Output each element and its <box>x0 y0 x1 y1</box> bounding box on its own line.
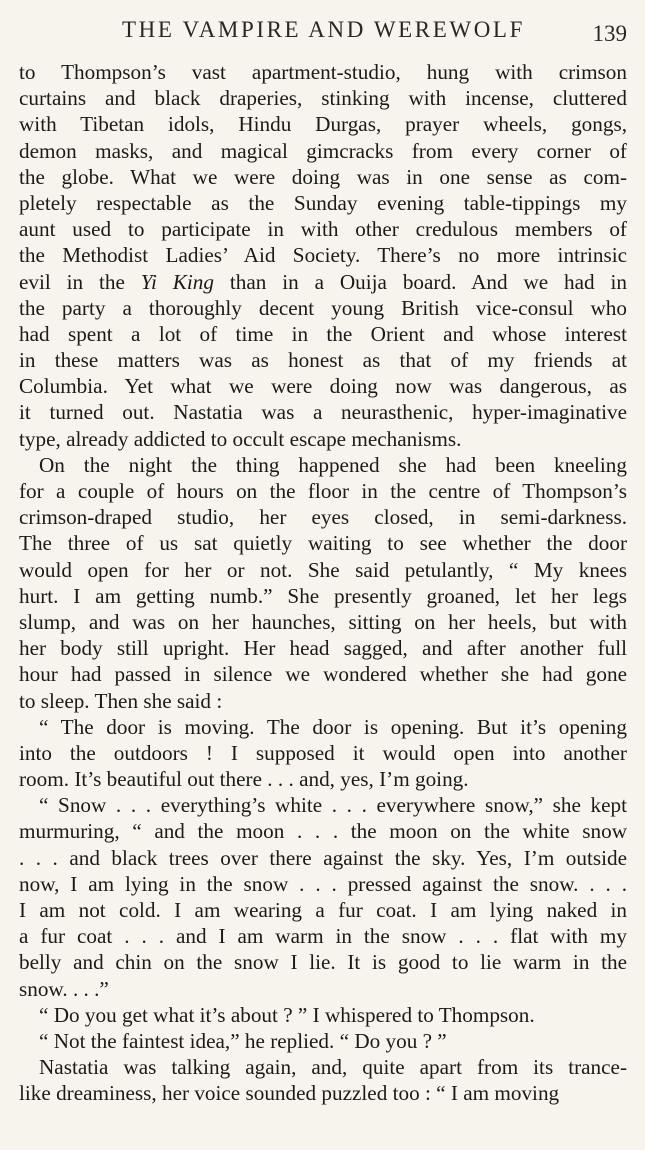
text-line <box>19 373 627 399</box>
text-line <box>19 452 627 478</box>
text-line <box>19 714 627 740</box>
text-segment: pletely respectable as the Sunday evening table-tippings my <box>19 190 627 215</box>
text-line <box>19 295 627 321</box>
text-segment: now, I am lying in the snow . . . pressed against the snow. . . . <box>19 871 627 896</box>
text-line <box>19 1002 627 1028</box>
text-segment: Nastatia was talking again, and, quite apart from its trance- <box>39 1055 627 1080</box>
text-line <box>19 111 627 137</box>
text-line <box>19 635 627 661</box>
text-line <box>19 897 627 923</box>
paragraph <box>19 1028 627 1054</box>
text-segment: crimson-draped studio, her eyes closed, in semi-darkness. <box>19 505 627 530</box>
paragraph <box>19 1054 627 1106</box>
text-line <box>19 347 627 373</box>
text-segment: The three of us sat quietly waiting to see whether the door <box>19 531 627 556</box>
text-segment: into the outdoors ! I supposed it would open into another <box>19 740 627 765</box>
text-segment: with Tibetan idols, Hindu Durgas, prayer wheels, gongs, <box>19 112 627 137</box>
text-segment: evil in the <box>19 269 141 294</box>
text-line <box>19 557 627 583</box>
text-line <box>19 661 627 687</box>
text-segment: like dreaminess, her voice sounded puzzled too : “ I am moving <box>19 1081 560 1106</box>
text-line <box>19 871 627 897</box>
italic-title: Yi King <box>140 269 214 294</box>
text-segment: room. It’s beautiful out there . . . and, yes, I’m going. <box>19 767 469 792</box>
text-segment: snow. . . .” <box>19 976 109 1001</box>
text-line <box>19 845 627 871</box>
page-number: 139 <box>592 21 627 46</box>
text-segment: aunt used to participate in with other credulous members of <box>19 217 627 242</box>
text-line <box>19 766 627 792</box>
paragraph <box>19 792 627 1002</box>
text-segment: her body still upright. Her head sagged, and after another full <box>19 636 627 661</box>
text-line <box>19 426 627 452</box>
text-segment: the globe. What we were doing was in one sense as com- <box>19 164 627 189</box>
text-line <box>19 1028 627 1054</box>
text-segment: in these matters was as honest as that of my friends at <box>19 348 627 373</box>
text-segment: slump, and was on her haunches, sitting on her heels, but with <box>19 609 627 634</box>
text-line <box>19 792 627 818</box>
text-line <box>19 321 627 347</box>
text-line <box>19 504 627 530</box>
text-segment: the Methodist Ladies’ Aid Society. There’s no more intrinsic <box>19 243 627 268</box>
text-segment: to sleep. Then she said : <box>19 688 223 713</box>
text-line <box>19 609 627 635</box>
text-line <box>19 740 627 766</box>
text-line <box>19 1054 627 1080</box>
text-segment: type, already addicted to occult escape mechanisms. <box>19 426 462 451</box>
text-line <box>19 59 627 85</box>
text-line <box>19 1080 627 1106</box>
text-line <box>19 478 627 504</box>
paragraph <box>19 59 627 452</box>
text-segment: the party a thoroughly decent young British vice-consul who <box>19 295 627 320</box>
text-line <box>19 85 627 111</box>
text-segment: “ Not the faintest idea,” he replied. “ Do you ? ” <box>39 1028 447 1053</box>
text-segment: “ The door is moving. The door is opening. But it’s opening <box>39 714 627 739</box>
text-segment: than in a Ouija board. And we had in <box>213 269 627 294</box>
text-line <box>19 688 627 714</box>
text-segment: hour had passed in silence we wondered whether she had gone <box>19 662 627 687</box>
text-line <box>19 138 627 164</box>
text-line <box>19 399 627 425</box>
text-segment: murmuring, “ and the moon . . . the moon on the white snow <box>19 819 627 844</box>
text-line <box>19 923 627 949</box>
text-segment: On the night the thing happened she had been kneeling <box>39 452 627 477</box>
text-line <box>19 269 627 295</box>
text-segment: curtains and black draperies, stinking with incense, cluttered <box>19 86 627 111</box>
text-line <box>19 242 627 268</box>
text-line <box>19 818 627 844</box>
text-segment: I am not cold. I am wearing a fur coat. I am lying naked in <box>19 898 627 922</box>
text-segment: had spent a lot of time in the Orient and whose interest <box>19 321 627 346</box>
text-line <box>19 949 627 975</box>
paragraph <box>19 1002 627 1028</box>
text-segment: hurt. I am getting numb.” She presently groaned, let her legs <box>19 583 627 608</box>
text-line <box>19 164 627 190</box>
text-line <box>19 216 627 242</box>
text-line <box>19 976 627 1002</box>
text-line <box>19 583 627 609</box>
text-segment: “ Snow . . . everything’s white . . . everywhere snow,” she kept <box>39 793 627 818</box>
text-segment: it turned out. Nastatia was a neurasthenic, hyper-imaginative <box>19 400 627 425</box>
running-title: THE VAMPIRE AND WEREWOLF <box>122 17 525 42</box>
text-segment: would open for her or not. She said petulantly, “ My knees <box>19 557 627 582</box>
text-segment: for a couple of hours on the floor in the centre of Thompson’s <box>19 479 627 503</box>
running-head <box>20 14 627 46</box>
text-line <box>19 190 627 216</box>
paragraph <box>19 452 627 714</box>
text-segment: demon masks, and magical gimcracks from every corner of <box>19 138 627 163</box>
page-body <box>19 59 627 1107</box>
text-segment: to Thompson’s vast apartment-studio, hung with crimson <box>19 60 627 84</box>
paragraph <box>19 714 627 793</box>
text-segment: a fur coat . . . and I am warm in the snow . . . flat with my <box>19 924 627 949</box>
text-segment: belly and chin on the snow I lie. It is good to lie warm in the <box>19 950 627 975</box>
text-segment: . . . and black trees over there against the sky. Yes, I’m outside <box>19 845 627 870</box>
text-segment: “ Do you get what it’s about ? ” I whispered to Thompson. <box>39 1002 535 1027</box>
text-segment: Columbia. Yet what we were doing now was dangerous, as <box>19 374 627 399</box>
text-line <box>19 530 627 556</box>
